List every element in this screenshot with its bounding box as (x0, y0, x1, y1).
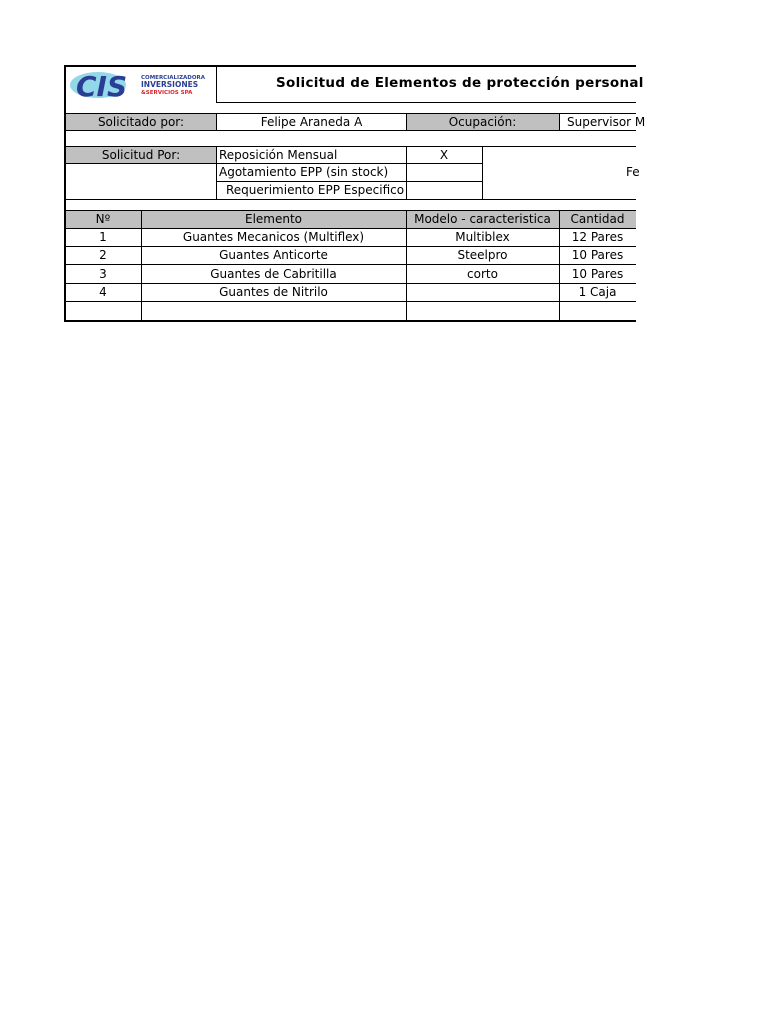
row-3-quantity: 10 Pares (571, 266, 624, 281)
grid-h-type-bottom (64, 199, 636, 200)
grid-h-type-2 (217, 181, 482, 182)
row-4-quantity: 1 Caja (578, 285, 617, 299)
row-1-number: 1 (99, 230, 107, 244)
grid-h-row-1 (64, 246, 636, 247)
grid-v-table-3 (559, 210, 560, 321)
col-header-element: Elemento (141, 210, 406, 228)
grid-h-table-top (64, 210, 636, 211)
option-monthly-label: Reposición Mensual (219, 147, 338, 162)
row-5-element (141, 301, 406, 320)
col-header-model: Modelo - caracteristica (406, 210, 559, 228)
row-5-quantity (559, 301, 636, 320)
option-monthly-mark: X (439, 147, 449, 162)
grid-v-type-3 (482, 146, 483, 199)
logo-line1: COMERCIALIZADORA (141, 75, 206, 81)
row-3-element: Guantes de Cabritilla (210, 266, 337, 281)
grid-h-row-2 (64, 264, 636, 265)
row-2-model: Steelpro (457, 248, 508, 262)
col-header-quantity: Cantidad (559, 210, 636, 228)
row-3-number: 3 (99, 266, 107, 281)
grid-v-type-2 (406, 146, 407, 199)
row-1-element: Guantes Mecanicos (Multiflex) (182, 230, 365, 244)
side-date-label: Fe (626, 165, 640, 179)
col-header-number: Nº (65, 210, 141, 228)
row-2-quantity: 10 Pares (571, 248, 624, 262)
border-top (64, 65, 636, 67)
grid-v-req-2 (406, 113, 407, 130)
grid-h-req-top (64, 113, 636, 114)
grid-h-row-4 (64, 301, 636, 302)
requester-name: Felipe Araneda A (260, 114, 363, 129)
grid-h-table-head (64, 228, 636, 229)
logo-line2: INVERSIONES (141, 80, 199, 89)
grid-h-row-3 (64, 283, 636, 284)
grid-h-req-bottom (64, 130, 636, 131)
row-1-quantity: 12 Pares (571, 230, 624, 244)
grid-h-type-top (64, 146, 636, 147)
option-specific-mark (406, 181, 482, 199)
grid-v-table-2 (406, 210, 407, 321)
option-specific-label: Requerimiento EPP Especifico (226, 183, 405, 197)
logo-brand: CIS (76, 70, 128, 103)
requested-by-label: Solicitado por: (65, 113, 217, 130)
form-title: Solicitud de Elementos de protección personal (276, 75, 644, 92)
row-5-model (406, 301, 559, 320)
grid-v-req-3 (559, 113, 560, 130)
grid-v-type-1 (216, 146, 217, 199)
logo-line3: &SERVICIOS SPA (141, 90, 193, 96)
grid-h-type-1 (64, 163, 482, 164)
row-2-element: Guantes Anticorte (219, 248, 328, 262)
occupation-label: Ocupación: (406, 113, 559, 130)
title-bottom (216, 102, 636, 103)
occupation-value: Supervisor M (567, 114, 646, 129)
row-2-number: 2 (99, 248, 107, 262)
logo-divider (216, 65, 217, 103)
row-4-number: 4 (99, 285, 107, 299)
option-stockout-mark (406, 163, 482, 181)
epp-request-sheet (64, 65, 646, 322)
row-4-model (406, 283, 559, 301)
border-bottom (64, 320, 636, 322)
option-stockout-label: Agotamiento EPP (sin stock) (219, 165, 389, 179)
request-type-label: Solicitud Por: (65, 146, 217, 163)
row-5-number (65, 301, 141, 320)
grid-v-table-1 (141, 210, 142, 321)
company-logo (68, 67, 212, 101)
row-1-model: Multiblex (455, 230, 510, 244)
row-4-element: Guantes de Nitrilo (219, 285, 328, 299)
grid-v-req-1 (216, 113, 217, 130)
row-3-model: corto (467, 266, 498, 281)
